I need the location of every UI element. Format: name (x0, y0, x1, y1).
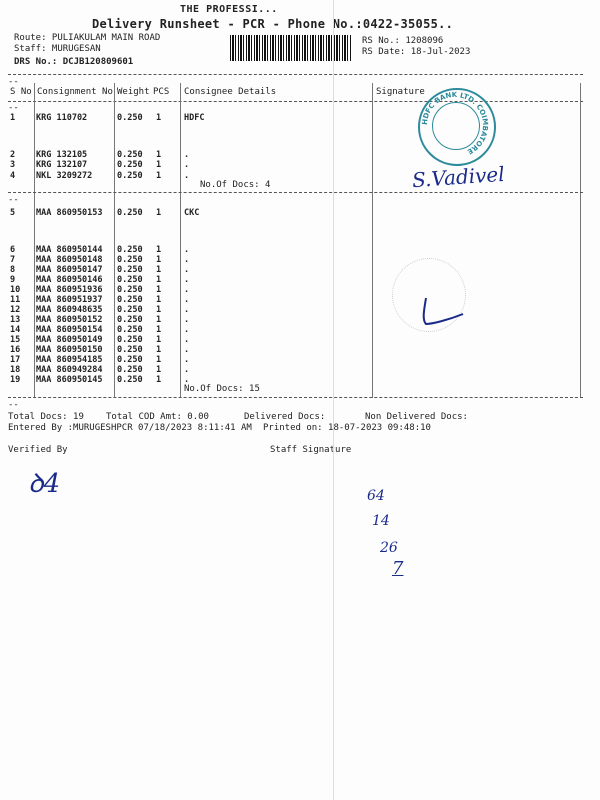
row-consignee-details: . (184, 345, 190, 355)
total-cod-amount: Total COD Amt: 0.00 (106, 412, 209, 422)
svg-text:HDFC BANK LTD. COIMBATORE (421, 91, 489, 156)
row-consignment-no: MAA 860950146 (36, 275, 103, 285)
row-consignment-no: MAA 860950149 (36, 335, 103, 345)
row-pcs: 1 (156, 355, 162, 365)
row-weight: 0.250 (117, 255, 143, 265)
row-consignee-details: . (184, 365, 190, 375)
row-consignee-details: . (184, 150, 190, 160)
drs-number: DRS No.: DCJB120809601 (14, 57, 134, 67)
row-sno: 13 (10, 315, 21, 325)
row-weight: 0.250 (117, 365, 143, 375)
row-sno: 18 (10, 365, 21, 375)
row-pcs: 1 (156, 275, 162, 285)
entered-by: Entered By :MURUGESHPCR 07/18/2023 8:11:41 AM (8, 423, 252, 433)
row-pcs: 1 (156, 265, 162, 275)
row-weight: 0.250 (117, 345, 143, 355)
row-weight: 0.250 (117, 375, 143, 385)
row-pcs: 1 (156, 171, 162, 181)
row-consignment-no: KRG 132105 (36, 150, 88, 160)
handwritten-note-3: 26 (380, 540, 398, 556)
row-consignment-no: MAA 860951937 (36, 295, 103, 305)
handwritten-signature: S.Vadivel (411, 161, 506, 193)
row-pcs: 1 (156, 208, 162, 218)
row-consignment-no: MAA 860950144 (36, 245, 103, 255)
non-delivered-docs: Non Delivered Docs: (365, 412, 468, 422)
row-weight: 0.250 (117, 160, 143, 170)
row-pcs: 1 (156, 325, 162, 335)
row-consignee-details: . (184, 245, 190, 255)
staff-label: Staff: MURUGESAN (14, 44, 101, 54)
row-consignment-no: MAA 860951936 (36, 285, 103, 295)
verified-by-label: Verified By (8, 445, 68, 455)
row-consignment-no: MAA 860950150 (36, 345, 103, 355)
rs-number: RS No.: 1208096 (362, 36, 444, 46)
row-weight: 0.250 (117, 275, 143, 285)
row-consignee-details: . (184, 325, 190, 335)
row-weight: 0.250 (117, 171, 143, 181)
handwritten-note-2: 14 (372, 513, 390, 529)
header-consignment: Consignment No (37, 87, 113, 97)
row-consignee-details: . (184, 355, 190, 365)
handwritten-initials: ꝺ4 (28, 469, 61, 499)
table-row (0, 285, 580, 295)
stamp-text: HDFC BANK LTD. COIMBATORE (420, 90, 490, 156)
row-consignee-details: . (184, 160, 190, 170)
table-row (0, 295, 580, 305)
table-row (0, 245, 580, 255)
row-weight: 0.250 (117, 325, 143, 335)
table-row (0, 275, 580, 285)
row-weight: 0.250 (117, 295, 143, 305)
row-pcs: 1 (156, 295, 162, 305)
table-row (0, 150, 580, 160)
table-row (0, 375, 580, 385)
total-docs: Total Docs: 19 (8, 412, 84, 422)
table-row (0, 208, 580, 218)
row-pcs: 1 (156, 365, 162, 375)
table-row (0, 315, 580, 325)
header-consignee: Consignee Details (184, 87, 277, 97)
row-pcs: 1 (156, 335, 162, 345)
handwritten-note-4: 7 (392, 558, 404, 579)
row-pcs: 1 (156, 345, 162, 355)
row-consignment-no: MAA 860948635 (36, 305, 103, 315)
row-pcs: 1 (156, 305, 162, 315)
row-pcs: 1 (156, 315, 162, 325)
bank-stamp (418, 88, 496, 166)
table-row (0, 345, 580, 355)
row-sno: 3 (10, 160, 16, 170)
row-weight: 0.250 (117, 285, 143, 295)
row-consignment-no: MAA 860950148 (36, 255, 103, 265)
row-sno: 10 (10, 285, 21, 295)
table-row (0, 255, 580, 265)
row-pcs: 1 (156, 255, 162, 265)
row-pcs: 1 (156, 150, 162, 160)
row-weight: 0.250 (117, 355, 143, 365)
header-weight: Weight (117, 87, 150, 97)
row-consignee-details: . (184, 171, 190, 181)
row-sno: 5 (10, 208, 16, 218)
row-weight: 0.250 (117, 305, 143, 315)
row-consignee-details: . (184, 375, 190, 385)
row-consignee-details: . (184, 305, 190, 315)
row-consignee-details: . (184, 315, 190, 325)
row-consignee-details: CKC (184, 208, 200, 218)
handwritten-note-1: 64 (367, 488, 385, 504)
row-sno: 9 (10, 275, 16, 285)
row-sno: 19 (10, 375, 21, 385)
table-row (0, 335, 580, 345)
table-row (0, 355, 580, 365)
header-signature: Signature (376, 87, 425, 97)
row-sno: 8 (10, 265, 16, 275)
row-weight: 0.250 (117, 315, 143, 325)
row-consignment-no: MAA 860950153 (36, 208, 103, 218)
row-consignment-no: MAA 860950154 (36, 325, 103, 335)
row-consignee-details: . (184, 255, 190, 265)
table-row (0, 365, 580, 375)
row-sno: 16 (10, 345, 21, 355)
table-row (0, 305, 580, 315)
row-consignment-no: MAA 860950152 (36, 315, 103, 325)
row-sno: 14 (10, 325, 21, 335)
row-weight: 0.250 (117, 265, 143, 275)
header-sno: S No (10, 87, 32, 97)
row-consignee-details: HDFC (184, 113, 205, 123)
row-weight: 0.250 (117, 150, 143, 160)
row-consignment-no: KRG 110702 (36, 113, 88, 123)
row-consignee-details: . (184, 295, 190, 305)
table-row (0, 325, 580, 335)
row-pcs: 1 (156, 375, 162, 385)
rs-date: RS Date: 18-Jul-2023 (362, 47, 471, 57)
runsheet-title: Delivery Runsheet - PCR - Phone No.:0422-35055.. (92, 17, 454, 31)
printed-on: Printed on: 18-07-2023 09:48:10 (263, 423, 431, 433)
row-pcs: 1 (156, 113, 162, 123)
row-consignment-no: NKL 3209272 (36, 171, 93, 181)
row-pcs: 1 (156, 160, 162, 170)
route-label: Route: PULIAKULAM MAIN ROAD (14, 33, 161, 43)
row-consignment-no: MAA 860950145 (36, 375, 103, 385)
row-sno: 15 (10, 335, 21, 345)
row-consignment-no: MAA 860954185 (36, 355, 103, 365)
row-sno: 4 (10, 171, 16, 181)
header-pcs: PCS (153, 87, 170, 97)
row-consignee-details: . (184, 275, 190, 285)
table-row (0, 265, 580, 275)
row-sno: 11 (10, 295, 21, 305)
delivered-docs: Delivered Docs: (244, 412, 326, 422)
staff-signature-label: Staff Signature (270, 445, 352, 455)
row-consignment-no: KRG 132107 (36, 160, 88, 170)
row-consignment-no: MAA 860950147 (36, 265, 103, 275)
row-weight: 0.250 (117, 245, 143, 255)
row-weight: 0.250 (117, 113, 143, 123)
row-sno: 6 (10, 245, 16, 255)
row-consignee-details: . (184, 265, 190, 275)
group1-doc-count: No.Of Docs: 4 (200, 180, 271, 190)
row-weight: 0.250 (117, 208, 143, 218)
row-pcs: 1 (156, 245, 162, 255)
row-sno: 7 (10, 255, 16, 265)
row-consignment-no: MAA 860949284 (36, 365, 103, 375)
row-consignee-details: . (184, 335, 190, 345)
row-sno: 17 (10, 355, 21, 365)
row-pcs: 1 (156, 285, 162, 295)
row-sno: 1 (10, 113, 16, 123)
row-sno: 12 (10, 305, 21, 315)
row-weight: 0.250 (117, 335, 143, 345)
checkmark-signature (418, 290, 468, 330)
row-consignee-details: . (184, 285, 190, 295)
group2-doc-count: No.Of Docs: 15 (184, 384, 260, 394)
company-name: THE PROFESSI... (180, 4, 278, 15)
row-sno: 2 (10, 150, 16, 160)
